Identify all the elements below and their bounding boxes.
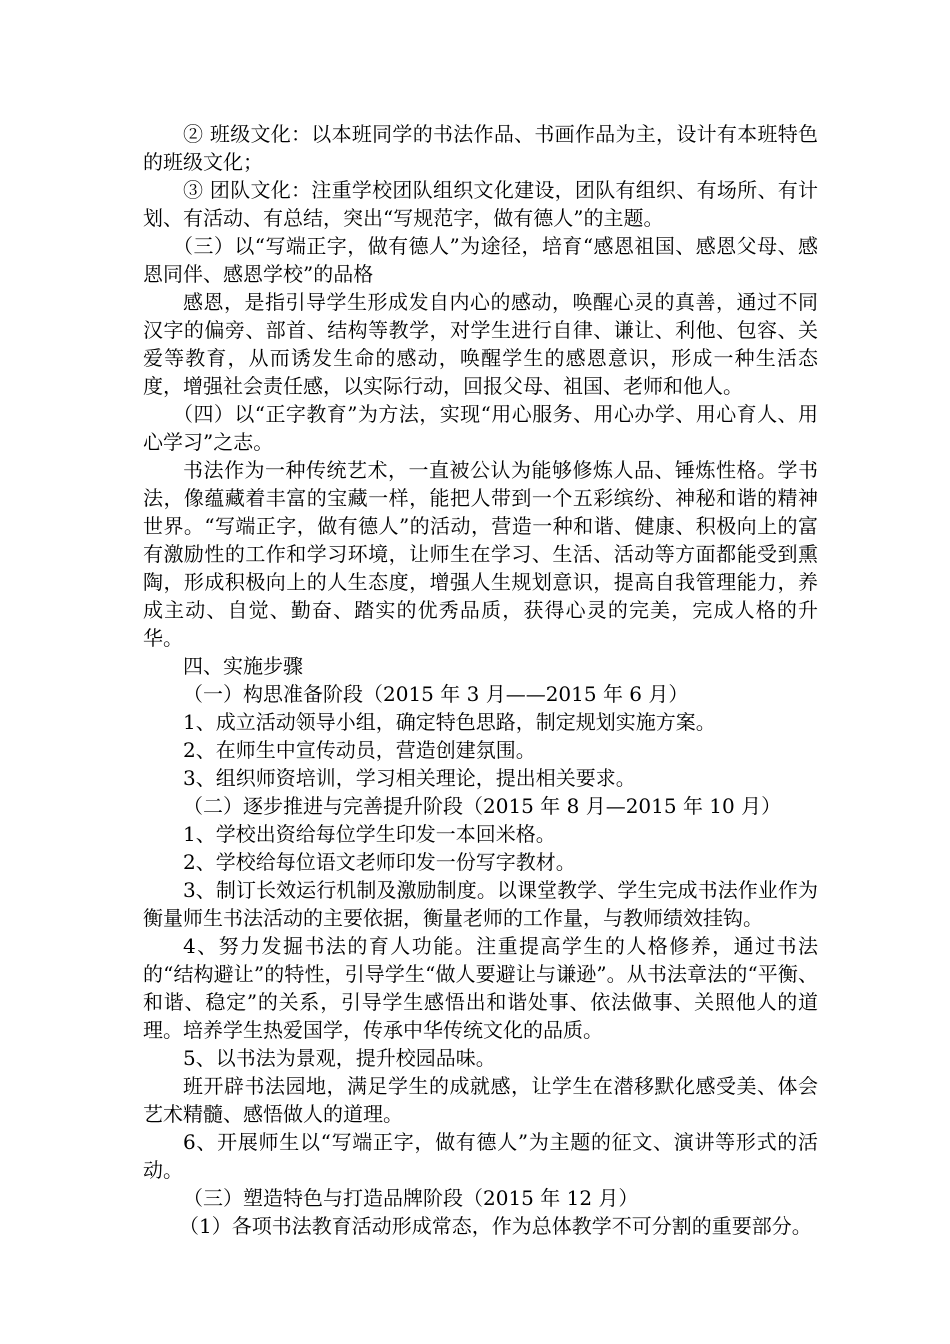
list-item: 1、学校出资给每位学生印发一本回米格。 [183, 822, 556, 846]
list-item: 2、在师生中宣传动员，营造创建氛围。 [183, 738, 536, 762]
list-item: 6、开展师生以“写端正字，做有德人”为主题的征文、演讲等形式的活动。 [143, 1130, 818, 1182]
stage-heading-promotion: （二）逐步推进与完善提升阶段（2015 年 8 月—2015 年 10 月） [183, 794, 782, 818]
paragraph-team-culture: ③ 团队文化：注重学校团队组织文化建设，团队有组织、有场所、有计划、有活动、有总结，突出“写规范字，做有德人”的主题。 [143, 178, 818, 230]
list-item: 4、努力发掘书法的育人功能。注重提高学生的人格修养，通过书法的“结构避让”的特性，引导学生“做人要避让与谦逊”。从书法章法的“平衡、和谐、稳定”的关系，引导学生感悟出和谐处事、依法做事、关照他人的道理。培养学生热爱国学，传承中华传统文化的品质。 [143, 934, 818, 1042]
list-item: （1）各项书法教育活动形成常态，作为总体教学不可分割的重要部分。 [179, 1214, 812, 1238]
stage-heading-branding: （三）塑造特色与打造品牌阶段（2015 年 12 月） [183, 1186, 639, 1210]
paragraph-class-culture: ② 班级文化：以本班同学的书法作品、书画作品为主，设计有本班特色的班级文化； [143, 122, 818, 174]
paragraph-gratitude: 感恩，是指引导学生形成发自内心的感动，唤醒心灵的真善，通过不同汉字的偏旁、部首、结构等教学，对学生进行自律、谦让、利他、包容、关爱等教育，从而诱发生命的感动，唤醒学生的感恩意识，形成一种生活态度，增强社会责任感，以实际行动，回报父母、祖国、老师和他人。 [143, 290, 818, 398]
paragraph-calligraphy-garden: 班开辟书法园地，满足学生的成就感，让学生在潜移默化感受美、体会艺术精髓、感悟做人的道理。 [143, 1074, 818, 1126]
section-heading-correct-writing: （四）以“正字教育”为方法，实现“用心服务、用心办学、用心育人、用心学习”之志。 [143, 402, 818, 454]
section-heading-gratitude: （三）以“写端正字，做有德人”为途径，培育“感恩祖国、感恩父母、感恩同伴、感恩学校”的品格 [143, 234, 818, 286]
stage-heading-preparation: （一）构思准备阶段（2015 年 3 月——2015 年 6 月） [183, 682, 689, 706]
paragraph-calligraphy: 书法作为一种传统艺术，一直被公认为能够修炼人品、锤炼性格。学书法，像蕴藏着丰富的宝藏一样，能把人带到一个五彩缤纷、神秘和谐的精神世界。“写端正字，做有德人”的活动，营造一种和谐、健康、积极向上的富有激励性的工作和学习环境，让师生在学习、生活、活动等方面都能受到熏陶，形成积极向上的人生态度，增强人生规划意识，提高自我管理能力，养成主动、自觉、勤奋、踏实的优秀品质，获得心灵的完美，完成人格的升华。 [143, 458, 818, 650]
document-page [143, 120, 818, 1240]
list-item: 5、以书法为景观，提升校园品味。 [183, 1046, 496, 1070]
list-item: 1、成立活动领导小组，确定特色思路，制定规划实施方案。 [183, 710, 716, 734]
list-item: 3、组织师资培训，学习相关理论，提出相关要求。 [183, 766, 636, 790]
list-item: 3、制订长效运行机制及激励制度。以课堂教学、学生完成书法作业作为衡量师生书法活动的主要依据，衡量老师的工作量，与教师绩效挂钩。 [143, 878, 818, 930]
part-heading-implementation: 四、实施步骤 [183, 654, 303, 678]
list-item: 2、学校给每位语文老师印发一份写字教材。 [183, 850, 576, 874]
